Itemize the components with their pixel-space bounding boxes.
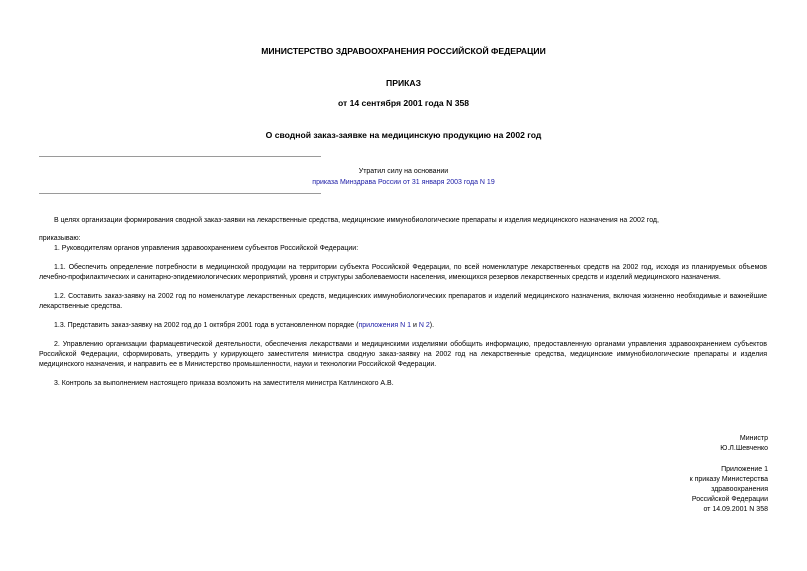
intro-paragraph: В целях организации формирования сводной заказ-заявки на лекарственные средства, медицинские иммунобиологические препараты и изделия медицинского назначения на 2002 год, bbox=[54, 217, 659, 224]
status-note-text: Утратил силу на основании bbox=[358, 168, 449, 175]
repeal-order-link[interactable]: приказа Минздрава России от 31 января 2003 года N 19 bbox=[312, 179, 495, 186]
signature-block bbox=[720, 434, 768, 454]
paragraph-1: 1. Руководителям органов управления здравоохранением субъектов Российской Федерации: bbox=[54, 245, 359, 252]
date-number-heading: от 14 сентября 2001 года N 358 bbox=[337, 98, 470, 108]
paragraph-1-2: 1.2. Составить заказ-заявку на 2002 год по номенклатуре лекарственных средств, медицинских иммунобиологических препаратов и изделий медицинского назначения, включая жизненно необходимые и важнейшие лекарственные средства. bbox=[39, 293, 767, 310]
appendix-block bbox=[690, 465, 768, 515]
paragraph-1-3-and: и bbox=[411, 322, 419, 329]
signature-position: Министр bbox=[739, 435, 768, 442]
doc-type-heading: ПРИКАЗ bbox=[386, 78, 421, 88]
bottom-divider bbox=[39, 193, 321, 194]
appendix-line-2: к приказу Министерства bbox=[689, 476, 768, 483]
document-body bbox=[39, 216, 767, 389]
paragraph-3: 3. Контроль за выполнением настоящего приказа возложить на заместителя министра Катлинского А.В. bbox=[54, 380, 394, 387]
appendix-line-5: от 14.09.2001 N 358 bbox=[703, 506, 768, 513]
signature-name: Ю.Л.Шевченко bbox=[720, 445, 768, 452]
appendix-1-link[interactable]: приложения N 1 bbox=[358, 322, 412, 329]
top-divider bbox=[39, 156, 321, 157]
paragraph-1-3 bbox=[39, 321, 767, 331]
order-word: приказываю: bbox=[39, 235, 81, 242]
status-note-link-line bbox=[0, 179, 807, 186]
appendix-2-link[interactable]: N 2 bbox=[418, 322, 430, 329]
appendix-line-1: Приложение 1 bbox=[721, 466, 768, 473]
paragraph-1-3-text: 1.3. Представить заказ-заявку на 2002 год до 1 октября 2001 года в установленном порядке ( bbox=[54, 322, 359, 329]
appendix-line-3: здравоохранения bbox=[711, 486, 768, 493]
document-title: О сводной заказ-заявке на медицинскую продукцию на 2002 год bbox=[265, 130, 542, 140]
paragraph-1-1: 1.1. Обеспечить определение потребности в медицинской продукции на территории субъекта Российской Федерации, по всей номенклатуре лекарственных средств на 2002 год, исходя из планируемых объемов лечебно-профилактических и санитарно-эпидемиологических мероприятий, уровня и структуры заболеваемости населения, имеющихся резервов лекарственных средств и изделий медицинского назначения. bbox=[39, 264, 767, 281]
paragraph-1-3-end: ). bbox=[429, 322, 435, 329]
appendix-line-4: Российской Федерации bbox=[691, 496, 768, 503]
paragraph-2: 2. Управлению организации фармацевтической деятельности, обеспечения лекарствами и медицинскими изделиями обобщить информацию, предоставленную органами управления здравоохранением субъектов Российской Федерации, сформировать, утвердить у курирующего заместителя министра сводную заказ-заявку на 2002 год на лекарственные средства, медицинские иммунобиологические препараты и изделия медицинского назначения, и направить ее в Министерство промышленности, науки и технологии Российской Федерации. bbox=[39, 341, 767, 368]
ministry-heading: МИНИСТЕРСТВО ЗДРАВООХРАНЕНИЯ РОССИЙСКОЙ ФЕДЕРАЦИИ bbox=[261, 46, 546, 56]
